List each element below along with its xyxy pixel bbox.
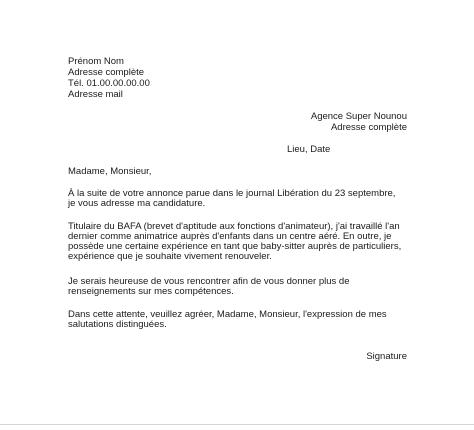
paragraph-line: Dans cette attente, veuillez agréer, Madame, Monsieur, l'expression de mes [68, 309, 387, 320]
sender-email: Adresse mail [68, 89, 123, 100]
signature: Signature [366, 351, 407, 362]
paragraph-meeting [68, 277, 413, 297]
recipient-address: Adresse complète [330, 122, 407, 133]
paragraph-line: salutations distinguées. [68, 319, 167, 330]
paragraph-experience [68, 222, 413, 262]
paragraph-closing [68, 310, 413, 330]
sender-address: Adresse complète [68, 67, 145, 78]
paragraph-line: À la suite de votre annonce parue dans le journal Libération du 23 septembre, [68, 188, 396, 199]
paragraph-line: je vous adresse ma candidature. [68, 198, 206, 209]
paragraph-line: dernier comme animatrice auprès d'enfants dans un centre aéré. En outre, je [68, 231, 392, 242]
paragraph-application [68, 189, 413, 209]
paragraph-line: Je serais heureuse de vous rencontrer afin de vous donner plus de [68, 276, 350, 287]
sender-name: Prénom Nom [68, 56, 124, 67]
sender-phone: Tél. 01.00.00.00.00 [68, 78, 150, 89]
salutation: Madame, Monsieur, [68, 166, 152, 177]
paragraph-line: Titulaire du BAFA (brevet d'aptitude aux fonctions d'animateur), j'ai travaillé l'an [68, 221, 400, 232]
paragraph-line: expérience que je souhaite vivement renouveler. [68, 251, 272, 262]
paragraph-line: renseignements sur mes compétences. [68, 286, 234, 297]
paragraph-line: possède une certaine expérience en tant que baby-sitter auprès de particuliers, [68, 241, 402, 252]
recipient-name: Agence Super Nounou [310, 111, 407, 122]
place-date: Lieu, Date [287, 144, 331, 155]
page-bottom-divider [0, 424, 474, 425]
